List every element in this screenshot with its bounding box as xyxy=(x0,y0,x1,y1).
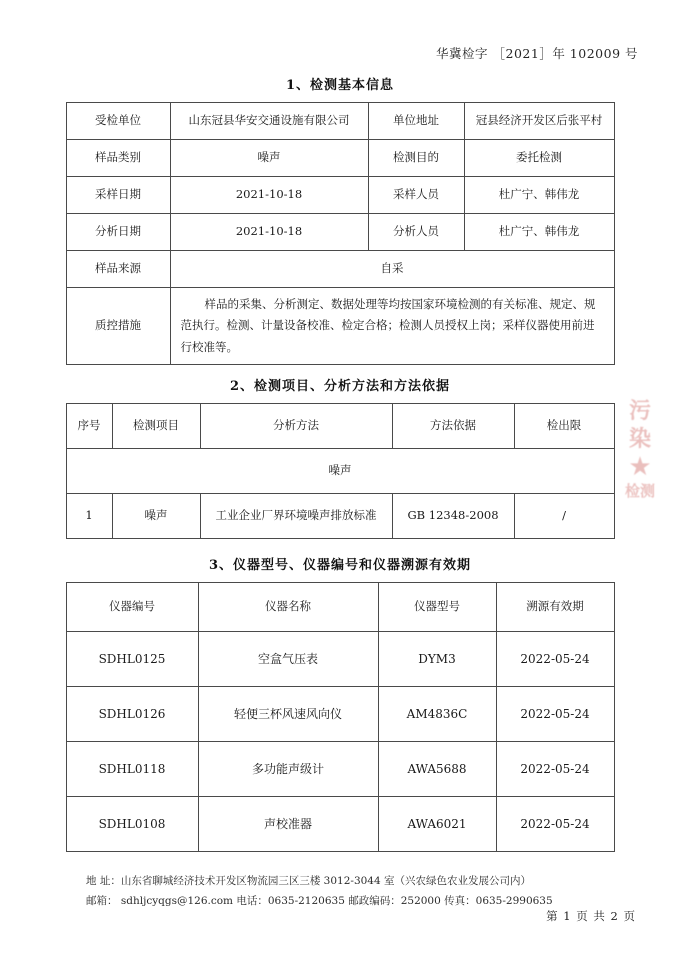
cell-instrument-valid: 2022-05-24 xyxy=(496,797,614,852)
table-group-row xyxy=(66,449,614,494)
table-row xyxy=(66,177,614,214)
cell-label: 采样人员 xyxy=(368,177,464,214)
cell-qc-text: 样品的采集、分析测定、数据处理等均按国家环境检测的有关标准、规定、规范执行。检测、计量设备校准、检定合格；检测人员授权上岗；采样仪器使用前进行校准等。 xyxy=(170,288,614,365)
cell-label: 单位地址 xyxy=(368,103,464,140)
column-header: 方法依据 xyxy=(392,404,514,449)
cell-no: 1 xyxy=(66,494,112,539)
cell-value: 杜广宁、韩伟龙 xyxy=(464,214,614,251)
cell-instrument-valid: 2022-05-24 xyxy=(496,742,614,797)
methods-table xyxy=(66,403,615,539)
cell-value: 冠县经济开发区后张平村 xyxy=(464,103,614,140)
section-basic-info xyxy=(0,74,680,365)
column-header: 序号 xyxy=(66,404,112,449)
cell-label: 检测目的 xyxy=(368,140,464,177)
cell-instrument-code: SDHL0125 xyxy=(66,632,198,687)
cell-label: 采样日期 xyxy=(66,177,170,214)
cell-instrument-model: AWA5688 xyxy=(378,742,496,797)
cell-value: 委托检测 xyxy=(464,140,614,177)
cell-value: 2021-10-18 xyxy=(170,214,368,251)
cell-item: 噪声 xyxy=(112,494,200,539)
seal-char-2: 染 xyxy=(628,425,651,452)
cell-instrument-model: AWA6021 xyxy=(378,797,496,852)
cell-label: 分析日期 xyxy=(66,214,170,251)
table-row-qc xyxy=(66,288,614,365)
cell-label: 样品来源 xyxy=(66,251,170,288)
cell-method: 工业企业厂界环境噪声排放标准 xyxy=(200,494,392,539)
cell-instrument-model: DYM3 xyxy=(378,632,496,687)
table-header-row xyxy=(66,583,614,632)
cell-instrument-code: SDHL0118 xyxy=(66,742,198,797)
table-row xyxy=(66,140,614,177)
table-row xyxy=(66,742,614,797)
table-row xyxy=(66,632,614,687)
cell-instrument-name: 空盒气压表 xyxy=(198,632,378,687)
column-header: 仪器名称 xyxy=(198,583,378,632)
section1-title: 1、检测基本信息 xyxy=(285,78,395,93)
cell-label: 样品类别 xyxy=(66,140,170,177)
group-label: 噪声 xyxy=(66,449,614,494)
cell-limit: / xyxy=(514,494,614,539)
section2-title: 2、检测项目、分析方法和方法依据 xyxy=(229,379,451,394)
cell-instrument-code: SDHL0108 xyxy=(66,797,198,852)
cell-value: 山东冠县华安交通设施有限公司 xyxy=(170,103,368,140)
cell-label: 质控措施 xyxy=(66,288,170,365)
section3-title: 3、仪器型号、仪器编号和仪器溯源有效期 xyxy=(208,558,472,573)
cell-value: 杜广宁、韩伟龙 xyxy=(464,177,614,214)
cell-basis: GB 12348-2008 xyxy=(392,494,514,539)
cell-instrument-name: 轻便三杯风速风向仪 xyxy=(198,687,378,742)
cell-instrument-name: 声校准器 xyxy=(198,797,378,852)
section-methods xyxy=(0,375,680,539)
cell-instrument-name: 多功能声级计 xyxy=(198,742,378,797)
basic-info-table xyxy=(66,102,615,365)
table-row xyxy=(66,797,614,852)
cell-value: 2021-10-18 xyxy=(170,177,368,214)
table-header-row xyxy=(66,404,614,449)
column-header: 溯源有效期 xyxy=(496,583,614,632)
table-row xyxy=(66,103,614,140)
cell-label: 分析人员 xyxy=(368,214,464,251)
column-header: 仪器型号 xyxy=(378,583,496,632)
footer xyxy=(86,872,606,912)
column-header: 检测项目 xyxy=(112,404,200,449)
column-header: 检出限 xyxy=(514,404,614,449)
cell-instrument-model: AM4836C xyxy=(378,687,496,742)
page-number: 第 1 页 共 2 页 xyxy=(546,909,636,923)
seal-char-1: 污 xyxy=(628,398,651,424)
document-code: 华冀检字 ［2021］年 102009 号 xyxy=(436,46,638,61)
table-row-sample-source xyxy=(66,251,614,288)
table-row xyxy=(66,214,614,251)
cell-instrument-valid: 2022-05-24 xyxy=(496,687,614,742)
section-instruments xyxy=(0,554,680,852)
column-header: 分析方法 xyxy=(200,404,392,449)
table-row xyxy=(66,494,614,539)
column-header: 仪器编号 xyxy=(66,583,198,632)
table-row xyxy=(66,687,614,742)
seal-star-icon: ★ xyxy=(628,452,652,482)
cell-value: 自采 xyxy=(170,251,614,288)
instruments-table xyxy=(66,582,615,852)
footer-address: 地 址：山东省聊城经济技术开发区物流园三区三楼 3012-3044 室（兴农绿色农业发展公司内） xyxy=(86,875,532,887)
seal-char-3: 检测 xyxy=(624,481,655,500)
cell-instrument-valid: 2022-05-24 xyxy=(496,632,614,687)
footer-contact: 邮箱： sdhljcyqgs@126.com 电话：0635-2120635 邮政编码：252000 传真：0635-2990635 xyxy=(86,894,553,907)
cell-instrument-code: SDHL0126 xyxy=(66,687,198,742)
cell-label: 受检单位 xyxy=(66,103,170,140)
cell-value: 噪声 xyxy=(170,140,368,177)
